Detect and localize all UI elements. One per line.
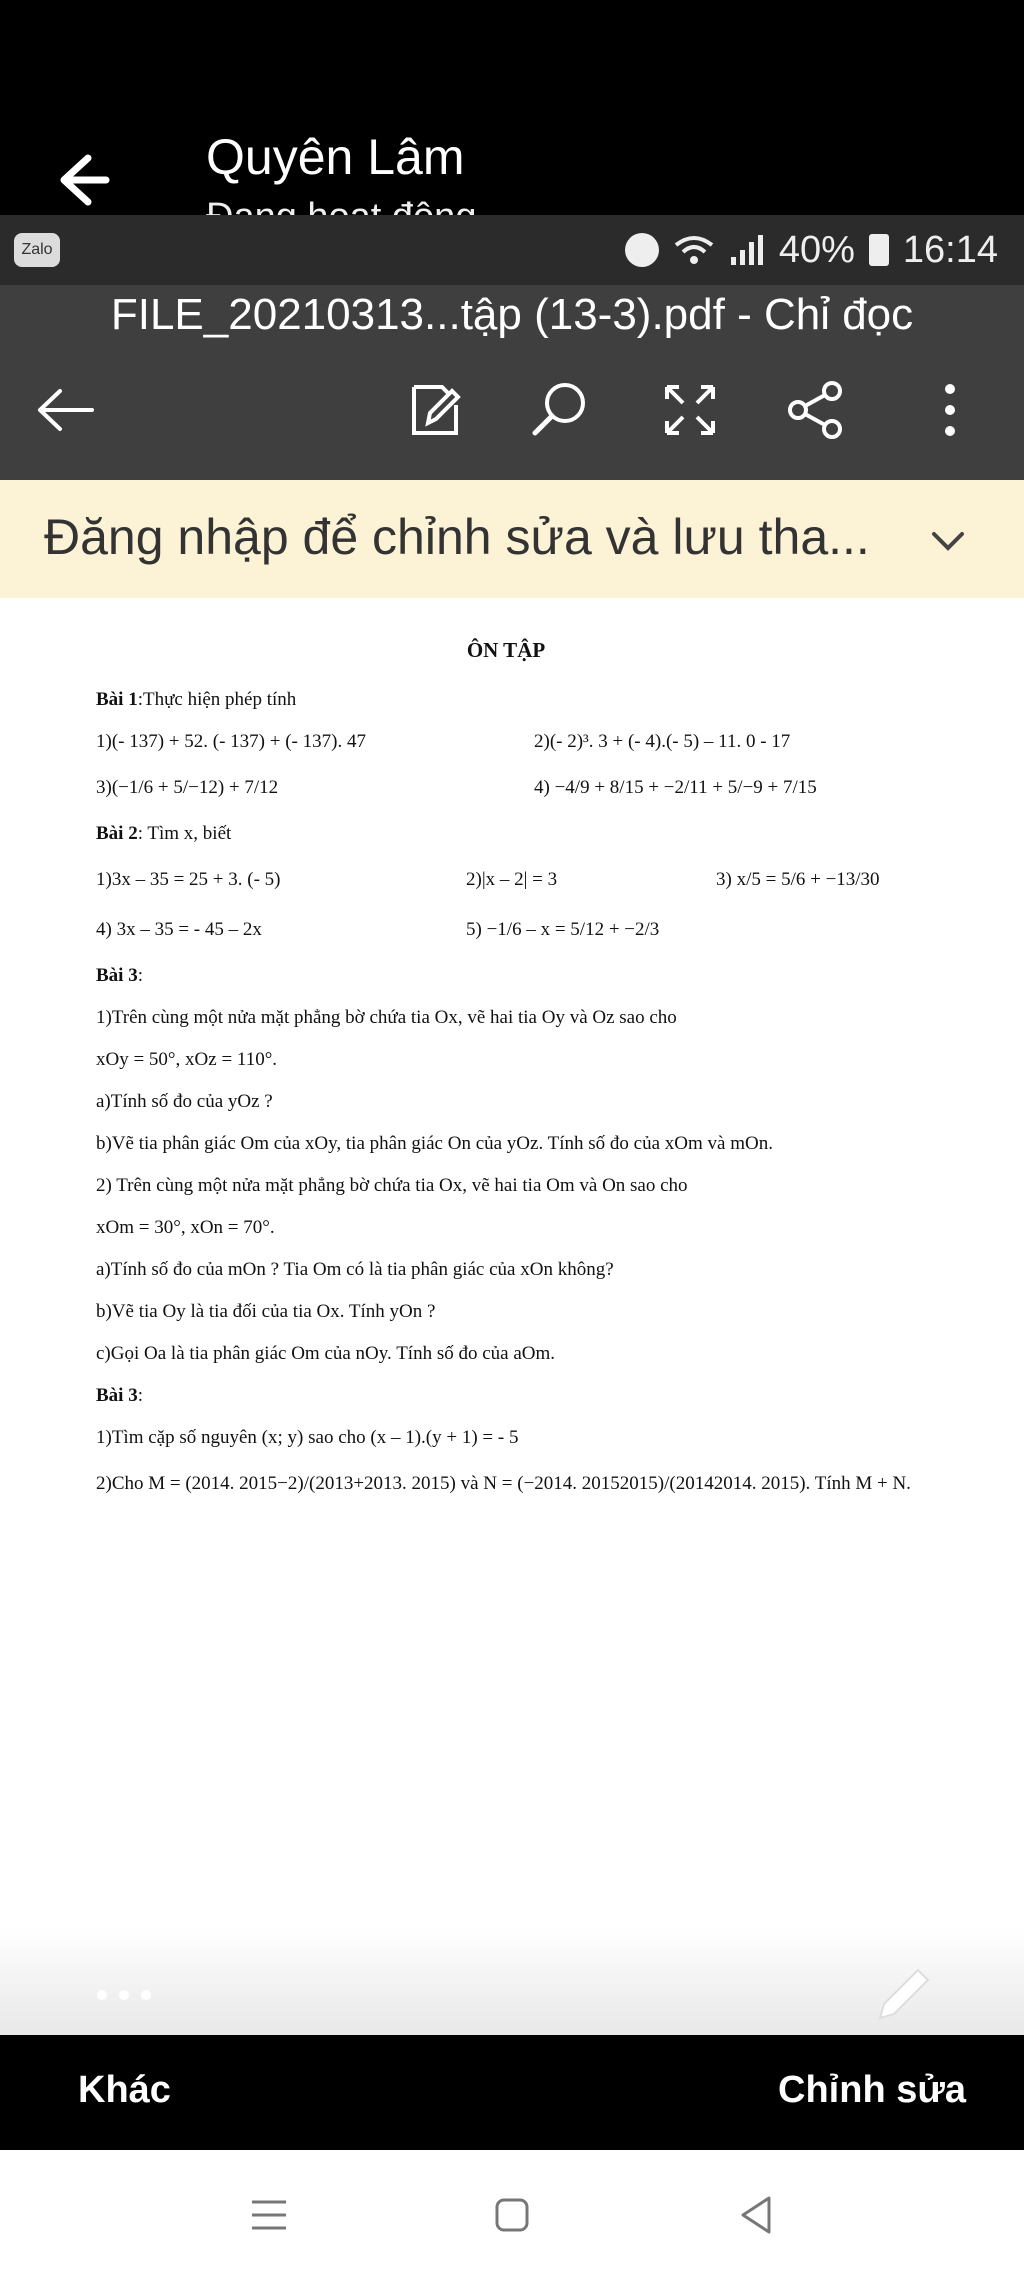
problem: 1)3x – 35 = 25 + 3. (- 5) [96,869,281,890]
problem: 1)Tìm cặp số nguyên (x; y) sao cho (x – 1).(y + 1) = - 5 [96,1427,519,1448]
pencil-icon[interactable] [872,1964,934,2026]
problem: 2)Cho M = (2014. 2015−2)/(2013+2013. 2015) và N = (−2014. 20152015)/(20142014. 2015). Tính M + N. [96,1473,911,1494]
exercise-row [96,721,916,763]
status-bar [0,215,1024,285]
problem: 2) Trên cùng một nửa mặt phẳng bờ chứa tia Ox, vẽ hai tia Om và On sao cho [96,1175,688,1196]
problem: a)Tính số đo của yOz ? [96,1091,273,1112]
more-icon[interactable] [915,375,985,445]
action-bar [0,2035,1024,2150]
problem: 1)(- 137) + 52. (- 137) + (- 137). 47 [96,731,366,752]
problem: 5) −1/6 – x = 5/12 + −2/3 [466,919,660,940]
problem: 1)Trên cùng một nửa mặt phẳng bờ chứa tia Ox, vẽ hai tia Oy và Oz sao cho [96,1007,677,1028]
problem: a)Tính số đo của mOn ? Tia Om có là tia phân giác của xOn không? [96,1259,614,1280]
battery-level: 40% [778,228,855,271]
zalo-app-icon: Zalo [14,233,60,267]
recent-apps-icon[interactable] [244,2190,294,2240]
pdf-title-bar [0,285,1024,345]
problem: b)Vẽ tia Oy là tia đối của tia Ox. Tính yOn ? [96,1301,436,1322]
problem: xOy = 50°, xOz = 110°. [96,1049,278,1070]
pdf-toolbar [0,345,1024,480]
status-icons [625,225,998,275]
exercise-3-heading: Bài 3: [96,965,143,986]
back-arrow-icon[interactable] [48,148,112,212]
share-icon[interactable] [782,375,852,445]
clock: 16:14 [902,228,998,271]
problem: 4) 3x – 35 = - 45 – 2x [96,919,262,940]
alarm-icon [625,233,659,267]
signal-icon [729,233,765,267]
search-icon[interactable] [525,375,595,445]
other-button[interactable]: Khác [78,2069,171,2111]
problem: c)Gọi Oa là tia phân giác Om của nOy. Tính số đo của aOm. [96,1343,556,1364]
contact-name: Quyên Lâm [206,129,465,185]
exercise-row [96,905,916,955]
exercise-2-heading: Bài 2: Tìm x, biết [96,823,232,844]
system-nav-bar [0,2150,1024,2275]
exercise-row [96,855,916,905]
exercise-row [96,763,916,813]
home-icon[interactable] [487,2190,537,2240]
chat-header [0,0,1024,220]
exercise-1-heading: Bài 1:Thực hiện phép tính [96,689,297,710]
problem: 3)(−1/6 + 5/−12) + 7/12 [96,777,279,798]
more-dots-icon[interactable] [94,1988,154,2002]
battery-icon [869,234,889,266]
fullscreen-icon[interactable] [655,375,725,445]
back-arrow-icon[interactable] [30,375,100,445]
problem: 2)(- 2)³. 3 + (- 4).(- 5) – 11. 0 - 17 [534,731,791,752]
exercise-4-heading: Bài 3: [96,1385,143,1406]
banner-text: Đăng nhập để chỉnh sửa và lưu tha... [44,509,870,565]
document-title: FILE_20210313...tập (13-3).pdf - Chỉ đọc [110,290,914,339]
edit-icon[interactable] [400,375,470,445]
back-triangle-icon[interactable] [731,2190,781,2240]
wifi-icon [673,233,715,267]
problem: xOm = 30°, xOn = 70°. [96,1217,275,1238]
problem: 4) −4/9 + 8/15 + −2/11 + 5/−9 + 7/15 [534,777,817,798]
sign-in-banner[interactable] [0,480,1024,598]
pdf-page[interactable] [0,598,1024,2035]
paper-content [96,638,916,1509]
problem: 2)|x – 2| = 3 [466,869,558,890]
problem: 3) x/5 = 5/6 + −13/30 [716,869,880,890]
edit-button[interactable]: Chỉnh sửa [778,2069,966,2111]
chevron-down-icon[interactable] [928,522,968,562]
problem: b)Vẽ tia phân giác Om của xOy, tia phân giác On của yOz. Tính số đo của xOm và mOn. [96,1133,773,1154]
page-title: ÔN TẬP [466,638,546,662]
page-fade [0,1928,1024,2035]
